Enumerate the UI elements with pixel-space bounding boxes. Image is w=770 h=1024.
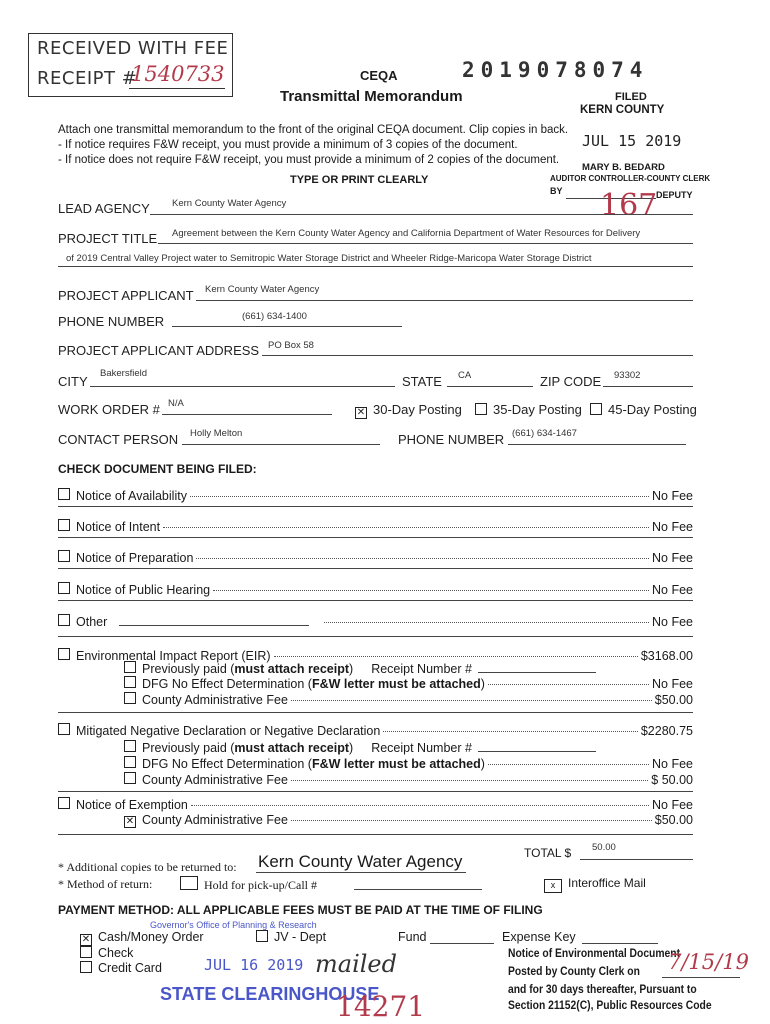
- contact-person-value[interactable]: Holly Melton: [190, 428, 243, 439]
- eir-dfg-row[interactable]: [124, 676, 693, 691]
- document-fee: No Fee: [652, 615, 693, 629]
- eir-previously-paid-checkbox[interactable]: [124, 661, 136, 673]
- project-title-value-1[interactable]: Agreement between the Kern County Water Agency and California Department of Water Resources for Delivery: [172, 228, 641, 239]
- posting-notice-line-2: Posted by County Clerk on: [508, 964, 640, 978]
- state-value[interactable]: CA: [458, 370, 472, 381]
- posting-35-option[interactable]: [475, 402, 582, 417]
- eir-dfg-close: ): [480, 677, 485, 691]
- receipt-number: 1540733: [131, 62, 225, 86]
- document-checkbox[interactable]: [58, 550, 70, 562]
- clearinghouse-date: JUL 16 2019: [204, 956, 304, 974]
- applicant-address-value[interactable]: PO Box 58: [268, 340, 314, 351]
- filed-stamp: FILED: [615, 91, 647, 103]
- posting-notice-line-3: and for 30 days thereafter, Pursuant to: [508, 982, 697, 996]
- mnd-county-fee-row[interactable]: [124, 772, 693, 787]
- document-fee: No Fee: [652, 489, 693, 503]
- mnd-previously-paid[interactable]: [124, 740, 596, 755]
- contact-phone-value[interactable]: (661) 634-1467: [512, 428, 577, 439]
- document-fee: No Fee: [652, 520, 693, 534]
- document-label: Notice of Availability: [76, 489, 187, 503]
- posting-35-checkbox[interactable]: [475, 403, 487, 415]
- copies-returned-label: * Additional copies to be returned to:: [58, 860, 237, 874]
- hold-pickup-option[interactable]: [180, 876, 317, 893]
- mnd-dfg-label: DFG No Effect Determination (: [142, 757, 312, 771]
- instruction-line-2: - If notice requires F&W receipt, you must provide a minimum of 3 copies of the document.: [58, 139, 518, 151]
- mnd-dfg-row[interactable]: [124, 756, 693, 771]
- payment-credit-label: Credit Card: [98, 961, 162, 975]
- receipt-label: RECEIPT #: [37, 68, 138, 89]
- eir-previously-paid[interactable]: [124, 661, 596, 676]
- mnd-county-fee-checkbox[interactable]: [124, 772, 136, 784]
- check-document-heading: CHECK DOCUMENT BEING FILED:: [58, 462, 257, 476]
- received-with-fee-stamp: [28, 33, 233, 97]
- eir-county-fee-row[interactable]: [124, 692, 693, 707]
- payment-cash-option[interactable]: [80, 930, 204, 946]
- posting-30-checkbox[interactable]: ✕: [356, 407, 366, 418]
- exemption-row[interactable]: [58, 797, 693, 812]
- eir-county-fee: $50.00: [654, 693, 693, 707]
- document-checkbox[interactable]: [58, 614, 70, 626]
- city-value[interactable]: Bakersfield: [100, 368, 147, 379]
- lead-agency-value[interactable]: Kern County Water Agency: [172, 198, 287, 209]
- document-row-preparation[interactable]: [58, 550, 693, 565]
- project-title-label: PROJECT TITLE: [58, 231, 158, 246]
- contact-person-label: CONTACT PERSON: [58, 432, 179, 447]
- mnd-checkbox[interactable]: [58, 723, 70, 735]
- eir-fee: $3168.00: [640, 649, 693, 663]
- mailed-handwriting: mailed: [315, 950, 397, 978]
- document-row-availability[interactable]: [58, 488, 693, 503]
- posting-notice-line-4: Section 21152(C), Public Resources Code: [508, 998, 712, 1012]
- payment-check-option[interactable]: [80, 946, 133, 960]
- county-stamp: KERN COUNTY: [580, 104, 665, 116]
- posting-notice-line-1: Notice of Environmental Document: [508, 946, 681, 960]
- mnd-fw-letter: F&W letter must be attached: [311, 757, 481, 771]
- mnd-prev-paid-close: ): [349, 741, 354, 755]
- document-checkbox[interactable]: [58, 488, 70, 500]
- instruction-line-3: - If notice does not require F&W receipt, you must provide a minimum of 2 copies of the document.: [58, 154, 560, 166]
- method-return-label: * Method of return:: [58, 877, 153, 891]
- received-with-fee-text: RECEIVED WITH FEE: [37, 38, 229, 59]
- opr-office-stamp: Governor's Office of Planning & Research: [150, 920, 317, 930]
- contact-phone-label: PHONE NUMBER: [398, 432, 505, 447]
- copies-returned-value[interactable]: Kern County Water Agency: [258, 852, 463, 871]
- payment-jv-checkbox[interactable]: [256, 930, 268, 942]
- mnd-dfg-close: ): [480, 757, 485, 771]
- document-checkbox[interactable]: [58, 582, 70, 594]
- mnd-dfg-fee: No Fee: [652, 757, 693, 771]
- eir-dfg-checkbox[interactable]: [124, 676, 136, 688]
- posting-45-checkbox[interactable]: [590, 403, 602, 415]
- eir-label: Environmental Impact Report (EIR): [76, 649, 271, 663]
- posting-45-label: 45-Day Posting: [608, 402, 697, 417]
- state-label: STATE: [402, 374, 442, 389]
- document-label: Notice of Intent: [76, 520, 161, 534]
- ceqa-heading: CEQA: [360, 68, 398, 83]
- payment-jv-label: JV - Dept: [274, 930, 327, 944]
- filed-date-stamp: JUL 15 2019: [582, 132, 682, 150]
- exemption-county-fee: $50.00: [654, 813, 693, 827]
- document-label: Other: [76, 615, 108, 629]
- total-value[interactable]: 50.00: [592, 842, 616, 853]
- fund-label: Fund: [398, 930, 427, 944]
- clearinghouse-number: 14271: [336, 990, 426, 1023]
- total-label: TOTAL $: [524, 846, 572, 860]
- phone-number-label: PHONE NUMBER: [58, 314, 165, 329]
- document-label: Notice of Preparation: [76, 551, 194, 565]
- posting-notice-date: 7/15/19: [668, 950, 749, 974]
- mnd-previously-paid-checkbox[interactable]: [124, 740, 136, 752]
- exemption-county-fee-label: County Administrative Fee: [142, 813, 288, 827]
- document-row-intent[interactable]: [58, 519, 693, 534]
- type-or-print-label: TYPE OR PRINT CLEARLY: [290, 174, 429, 186]
- clerk-title: AUDITOR CONTROLLER-COUNTY CLERK: [550, 174, 711, 183]
- document-checkbox[interactable]: [58, 519, 70, 531]
- lead-agency-label: LEAD AGENCY: [58, 201, 150, 216]
- document-fee: No Fee: [652, 551, 693, 565]
- eir-receipt-label: Receipt Number #: [371, 662, 472, 676]
- payment-check-checkbox[interactable]: [80, 946, 92, 958]
- posting-45-option[interactable]: [590, 402, 697, 417]
- deputy-label: DEPUTY: [656, 190, 693, 200]
- eir-prev-paid-close: ): [349, 662, 354, 676]
- mnd-receipt-input[interactable]: [478, 751, 596, 752]
- zip-code-label: ZIP CODE: [540, 374, 602, 389]
- exemption-label: Notice of Exemption: [76, 798, 188, 812]
- document-fee: No Fee: [652, 583, 693, 597]
- interoffice-checkbox[interactable]: x: [544, 879, 562, 893]
- document-label: Notice of Public Hearing: [76, 583, 211, 597]
- interoffice-label: Interoffice Mail: [568, 876, 646, 890]
- exemption-checkbox[interactable]: [58, 797, 70, 809]
- zip-code-value[interactable]: 93302: [614, 370, 641, 381]
- hold-pickup-checkbox[interactable]: [180, 876, 198, 890]
- project-applicant-label: PROJECT APPLICANT: [58, 288, 194, 303]
- eir-county-fee-label: County Administrative Fee: [142, 693, 288, 707]
- eir-dfg-fee: No Fee: [652, 677, 693, 691]
- state-clearinghouse-stamp: STATE CLEARINGHOUSE: [160, 984, 380, 1004]
- payment-cash-checkbox[interactable]: ✕: [81, 934, 91, 945]
- mnd-dfg-checkbox[interactable]: [124, 756, 136, 768]
- mnd-prev-paid-text: Previously paid (: [142, 741, 235, 755]
- payment-cash-label: Cash/Money Order: [98, 930, 204, 944]
- page-title: Transmittal Memorandum: [280, 88, 463, 105]
- mnd-label: Mitigated Negative Declaration or Negative Declaration: [76, 724, 381, 738]
- payment-credit-option[interactable]: [80, 961, 162, 975]
- mnd-must-attach: must attach receipt: [234, 741, 350, 755]
- exemption-fee: No Fee: [652, 798, 693, 812]
- expense-key-label: Expense Key: [502, 930, 576, 944]
- instruction-line-1: Attach one transmittal memorandum to the front of the original CEQA document. Clip copies in back.: [58, 124, 569, 136]
- work-order-label: WORK ORDER #: [58, 402, 160, 417]
- city-label: CITY: [58, 374, 88, 389]
- payment-jv-option[interactable]: [256, 930, 326, 944]
- eir-must-attach: must attach receipt: [234, 662, 350, 676]
- mnd-county-fee-label: County Administrative Fee: [142, 773, 288, 787]
- payment-method-heading: PAYMENT METHOD: ALL APPLICABLE FEES MUST BE PAID AT THE TIME OF FILING: [58, 903, 543, 917]
- exemption-county-fee-row[interactable]: [124, 813, 693, 828]
- applicant-address-label: PROJECT APPLICANT ADDRESS: [58, 343, 260, 358]
- eir-prev-paid-text: Previously paid (: [142, 662, 235, 676]
- deputy-initials: 167: [600, 188, 658, 223]
- interoffice-option[interactable]: [544, 876, 646, 893]
- posting-30-option[interactable]: [355, 402, 462, 419]
- eir-county-fee-checkbox[interactable]: [124, 692, 136, 704]
- clerk-name: MARY B. BEDARD: [582, 162, 665, 173]
- payment-credit-checkbox[interactable]: [80, 961, 92, 973]
- eir-fw-letter: F&W letter must be attached: [311, 677, 481, 691]
- work-order-value[interactable]: N/A: [168, 398, 184, 409]
- project-applicant-value[interactable]: Kern County Water Agency: [205, 284, 320, 295]
- mnd-county-fee: $ 50.00: [651, 773, 693, 787]
- payment-check-label: Check: [98, 946, 134, 960]
- posting-35-label: 35-Day Posting: [493, 402, 582, 417]
- mnd-row[interactable]: [58, 723, 693, 738]
- other-input[interactable]: [119, 625, 309, 626]
- eir-dfg-label: DFG No Effect Determination (: [142, 677, 312, 691]
- document-number: 2019078074: [462, 58, 649, 82]
- mnd-fee: $2280.75: [640, 724, 693, 738]
- phone-number-value[interactable]: (661) 634-1400: [242, 311, 307, 322]
- project-title-value-2[interactable]: of 2019 Central Valley Project water to Semitropic Water Storage District and Wheeler Ridge-Maricopa Water Storage District: [66, 253, 592, 264]
- hold-pickup-label: Hold for pick-up/Call #: [204, 878, 317, 892]
- eir-receipt-input[interactable]: [478, 672, 596, 673]
- posting-30-label: 30-Day Posting: [373, 402, 462, 417]
- eir-checkbox[interactable]: [58, 648, 70, 660]
- by-label: BY: [550, 186, 563, 196]
- document-row-other[interactable]: [58, 614, 693, 629]
- document-row-public-hearing[interactable]: [58, 582, 693, 597]
- exemption-county-fee-checkbox[interactable]: ✕: [125, 816, 135, 827]
- mnd-receipt-label: Receipt Number #: [371, 741, 472, 755]
